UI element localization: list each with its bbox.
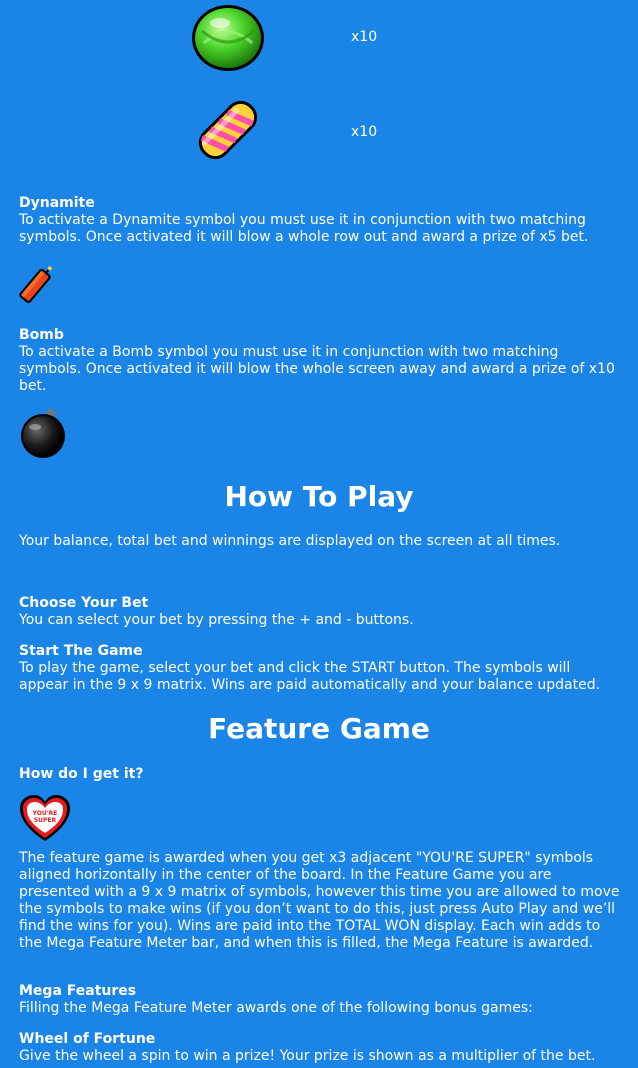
dynamite-section: [19, 195, 622, 246]
mega-features-text: Filling the Mega Feature Meter awards one of the following bonus games:: [19, 1000, 533, 1016]
twist-candy-icon: [188, 90, 268, 170]
bomb-icon: [19, 407, 69, 459]
wheel-of-fortune-section: [19, 1031, 622, 1065]
wheel-of-fortune-title: Wheel of Fortune: [19, 1031, 156, 1047]
bomb-text: To activate a Bomb symbol you must use it in conjunction with two matching symbols. Once activated it will blow the whole screen away and award a prize of x10 bet.: [19, 344, 615, 394]
bomb-section: [19, 327, 622, 395]
bomb-title: Bomb: [19, 327, 64, 343]
how-do-i-get-it: How do I get it?: [19, 766, 144, 782]
twist-candy-multiplier: x10: [351, 124, 378, 140]
start-game-title: Start The Game: [19, 643, 143, 659]
dynamite-text: To activate a Dynamite symbol you must use it in conjunction with two matching symbols. Once activated it will blow a whole row out and award a prize of x5 bet.: [19, 212, 589, 245]
choose-bet-text: You can select your bet by pressing the + and - buttons.: [19, 612, 414, 628]
feature-description: The feature game is awarded when you get x3 adjacent "YOU'RE SUPER" symbols aligned horizontally in the center of the board. In the Feature Game you are presented with a 9 x 9 matrix of symbols, however this time you are allowed to move the symbols to make wins (if you don’t want to do this, just press Auto Play and we’ll find the wins for you). Wins are paid into the TOTAL WON display. Each win adds to the Mega Feature Meter bar, and when this is filled, the Mega Feature is awarded.: [19, 850, 620, 951]
green-candy-multiplier: x10: [351, 29, 378, 45]
svg-text:SUPER: SUPER: [33, 817, 57, 824]
mega-features-section: [19, 983, 622, 1017]
how-to-play-intro: Your balance, total bet and winnings are displayed on the screen at all times.: [19, 533, 561, 549]
feature-game-heading: Feature Game: [208, 712, 430, 745]
start-game-section: [19, 643, 622, 694]
dynamite-icon: [18, 262, 52, 308]
choose-bet-title: Choose Your Bet: [19, 595, 149, 611]
green-candy-icon: [190, 3, 266, 73]
heart-icon: [18, 794, 72, 844]
mega-features-title: Mega Features: [19, 983, 137, 999]
start-game-text: To play the game, select your bet and click the START button. The symbols will appear in the 9 x 9 matrix. Wins are paid automatically and your balance updated.: [19, 660, 601, 693]
how-to-play-heading: How To Play: [224, 480, 414, 513]
dynamite-title: Dynamite: [19, 195, 95, 211]
choose-bet-section: [19, 595, 622, 629]
svg-text:YOU'RE: YOU'RE: [32, 810, 58, 817]
wheel-of-fortune-text: Give the wheel a spin to win a prize! Your prize is shown as a multiplier of the bet.: [19, 1048, 596, 1064]
